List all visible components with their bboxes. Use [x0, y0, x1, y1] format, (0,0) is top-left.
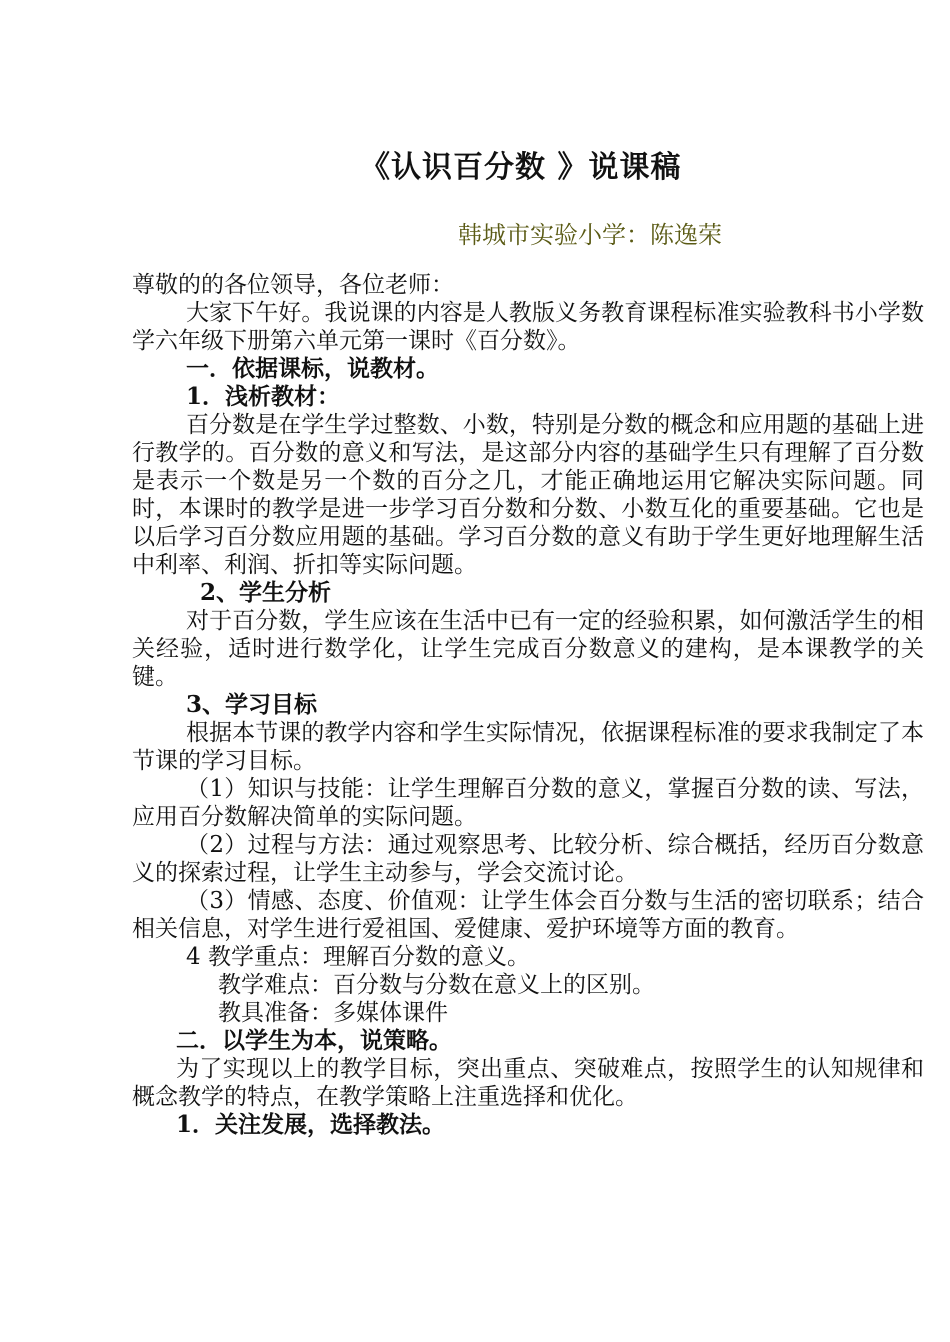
teaching-key-point: 4 教学重点：理解百分数的意义。: [186, 944, 530, 970]
intro-paragraph: 大家下午好。我说课的内容是人教版义务教育课程标准实验教科书小学数学六年级下册第六单元第一课时《百分数》。: [132, 300, 924, 354]
section-heading-1: 一．依据课标，说教材。: [186, 355, 439, 382]
goal-emotion: （3）情感、态度、价值观：让学生体会百分数与生活的密切联系；结合相关信息，对学生进行爱祖国、爱健康、爱护环境等方面的教育。: [132, 888, 924, 942]
goal-process: （2）过程与方法：通过观察思考、比较分析、综合概括，经历百分数意义的探索过程，让学生主动参与，学会交流讨论。: [132, 832, 924, 886]
learning-goals-intro: 根据本节课的教学内容和学生实际情况，依据课程标准的要求我制定了本节课的学习目标。: [132, 720, 924, 774]
greeting: 尊敬的的各位领导，各位老师：: [132, 272, 454, 298]
subsection-heading-3: 3、学习目标: [186, 691, 318, 718]
document-author: 韩城市实验小学：陈逸荣: [458, 221, 722, 249]
document-body: [132, 271, 924, 1139]
goal-knowledge: （1）知识与技能：让学生理解百分数的意义，掌握百分数的读、写法，应用百分数解决简单的实际问题。: [132, 776, 924, 830]
student-analysis-paragraph: 对于百分数，学生应该在生活中已有一定的经验积累，如何激活学生的相关经验，适时进行数学化，让学生完成百分数意义的建构，是本课教学的关键。: [132, 608, 924, 690]
teaching-materials: 教具准备：多媒体课件: [218, 1000, 448, 1026]
subsection-heading-1: 1．浅析教材：: [186, 383, 341, 410]
section-heading-2: 二．以学生为本，说策略。: [176, 1027, 452, 1054]
document-title: 《认识百分数 》说课稿: [360, 150, 682, 185]
subsection-heading-2: 2、学生分析: [200, 579, 332, 606]
subsection-heading-4: 1．关注发展，选择教法。: [176, 1111, 446, 1138]
textbook-analysis-paragraph: 百分数是在学生学过整数、小数，特别是分数的概念和应用题的基础上进行教学的。百分数的意义和写法，是这部分内容的基础学生只有理解了百分数是表示一个数是另一个数的百分之几，才能正确地运用它解决实际问题。同时，本课时的教学是进一步学习百分数和分数、小数互化的重要基础。它也是以后学习百分数应用题的基础。学习百分数的意义有助于学生更好地理解生活中利率、利润、折扣等实际问题。: [132, 412, 924, 578]
strategy-paragraph: 为了实现以上的教学目标，突出重点、突破难点，按照学生的认知规律和概念教学的特点，在教学策略上注重选择和优化。: [132, 1056, 924, 1110]
teaching-difficulty: 教学难点：百分数与分数在意义上的区别。: [218, 972, 655, 998]
